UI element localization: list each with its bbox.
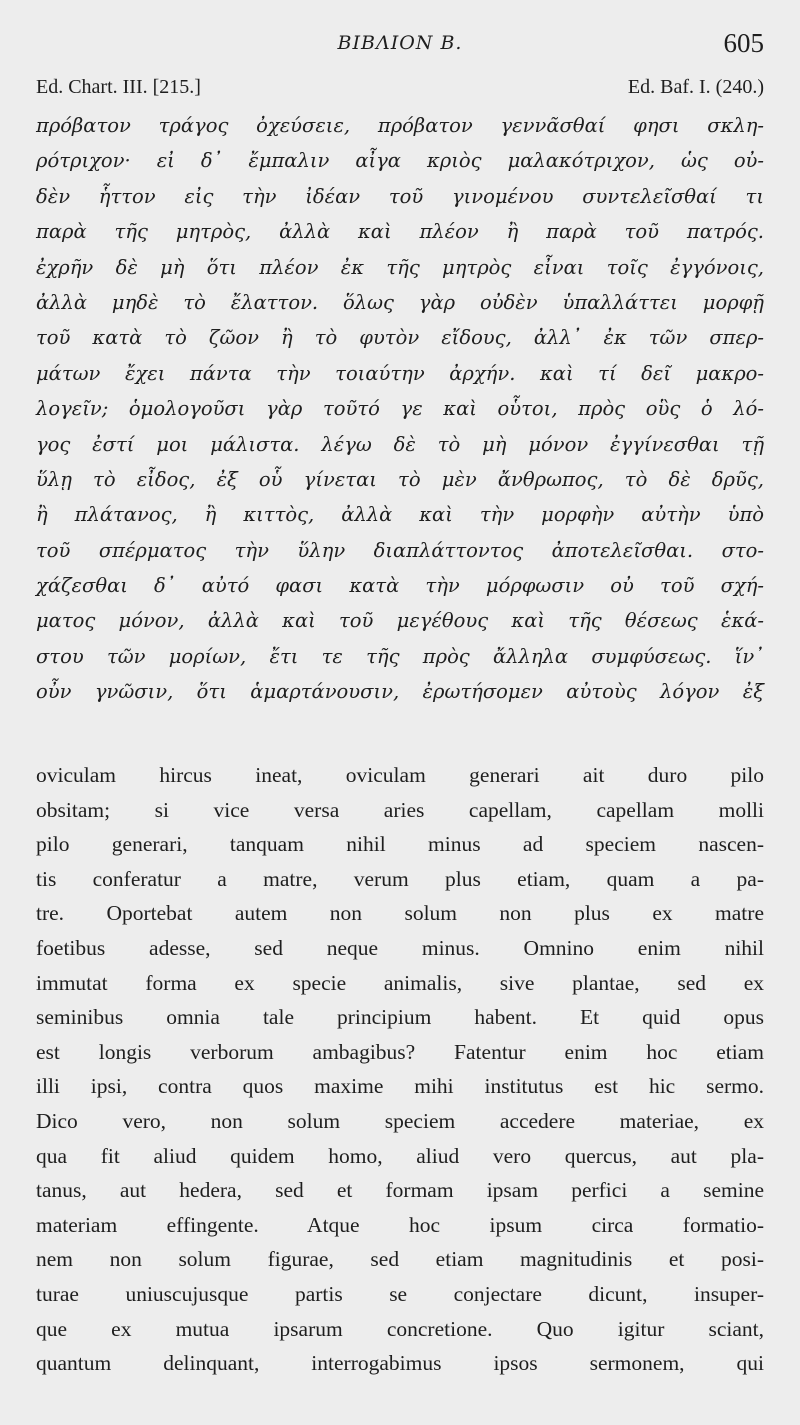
greek-text-line: ἢ πλάτανος, ἢ κιττὸς, ἀλλὰ καὶ τὴν μορφὴν αὐτὴν ὑπὸ <box>36 503 764 527</box>
latin-text-line: tanus, aut hedera, sed et formam ipsam perfici a semine <box>36 1178 764 1203</box>
latin-text-line: oviculam hircus ineat, oviculam generari ait duro pilo <box>36 763 764 787</box>
greek-text-line: τοῦ κατὰ τὸ ζῶον ἢ τὸ φυτὸν εἴδους, ἀλλ᾽ ἐκ τῶν σπερ- <box>36 326 764 350</box>
greek-text-line: στου τῶν μορίων, ἔτι τε τῆς πρὸς ἄλληλα συμφύσεως. ἵν᾽ <box>36 644 764 668</box>
latin-text-line: tre. Oportebat autem non solum non plus ex matre <box>36 901 764 926</box>
latin-text-line: que ex mutua ipsarum concretione. Quo igitur sciant, <box>36 1316 764 1341</box>
page-header <box>36 28 764 62</box>
greek-text-line: ματος μόνον, ἀλλὰ καὶ τοῦ μεγέθους καὶ τῆς θέσεως ἑκά- <box>36 609 764 633</box>
greek-text-line: μάτων ἔχει πάντα τὴν τοιαύτην ἀρχήν. καὶ τί δεῖ μακρο- <box>36 361 764 385</box>
latin-text-line: turae uniuscujusque partis se conjectare dicunt, insuper- <box>36 1281 764 1306</box>
greek-text-line: τοῦ σπέρματος τὴν ὕλην διαπλάττοντος ἀποτελεῖσθαι. στο- <box>36 538 764 562</box>
latin-text-line: obsitam; si vice versa aries capellam, capellam molli <box>36 797 764 822</box>
greek-text-line: ὕλῃ τὸ εἶδος, ἐξ οὗ γίνεται τὸ μὲν ἄνθρωπος, τὸ δὲ δρῦς, <box>36 467 764 491</box>
latin-text-line: Dico vero, non solum speciem accedere materiae, ex <box>36 1108 764 1133</box>
edition-basel-ref: Ed. Baf. I. (240.) <box>627 76 764 98</box>
latin-text-line: immutat forma ex specie animalis, sive plantae, sed ex <box>36 970 764 995</box>
latin-text-line: nem non solum figurae, sed etiam magnitudinis et posi- <box>36 1247 764 1272</box>
greek-text-line: ἀλλὰ μηδὲ τὸ ἔλαττον. ὅλως γὰρ οὐδὲν ὑπαλλάττει μορφῇ <box>36 290 764 314</box>
latin-text-line: pilo generari, tanquam nihil minus ad speciem nascen- <box>36 832 764 857</box>
greek-text-line: ἐχρῆν δὲ μὴ ὅτι πλέον ἐκ τῆς μητρὸς εἶναι τοῖς ἐγγόνοις, <box>36 255 764 279</box>
latin-text-block <box>36 758 764 1381</box>
latin-text-line: tis conferatur a matre, verum plus etiam, quam a pa- <box>36 866 764 891</box>
latin-text-line: seminibus omnia tale principium habent. Et quid opus <box>36 1005 764 1030</box>
greek-text-line: οὖν γνῶσιν, ὅτι ἁμαρτάνουσιν, ἐρωτήσομεν αὐτοὺς λόγον ἐξ <box>36 680 764 704</box>
edition-chartier-ref: Ed. Chart. III. [215.] <box>36 76 201 98</box>
latin-text-line: materiam effingente. Atque hoc ipsum circa formatio- <box>36 1212 764 1237</box>
greek-text-line: ρότριχον· εἰ δ᾽ ἔμπαλιν αἶγα κριὸς μαλακότριχον, ὡς οὐ- <box>36 149 764 173</box>
latin-text-line: est longis verborum ambagibus? Fatentur enim hoc etiam <box>36 1039 764 1064</box>
latin-text-line: qua fit aliud quidem homo, aliud vero quercus, aut pla- <box>36 1143 764 1168</box>
edition-references <box>36 76 764 102</box>
latin-text-line: quantum delinquant, interrogabimus ipsos sermonem, qui <box>36 1351 764 1376</box>
greek-text-line: γος ἐστί μοι μάλιστα. λέγω δὲ τὸ μὴ μόνον ἐγγίνεσθαι τῇ <box>36 432 764 456</box>
greek-text-line: δὲν ἧττον εἰς τὴν ἰδέαν τοῦ γινομένου συντελεῖσθαί τι <box>36 184 764 208</box>
greek-text-line: λογεῖν; ὁμολογοῦσι γὰρ τοῦτό γε καὶ οὗτοι, πρὸς οὓς ὁ λό- <box>36 397 764 421</box>
latin-text-line: illi ipsi, contra quos maxime mihi institutus est hic sermo. <box>36 1074 764 1099</box>
latin-text-line: foetibus adesse, sed neque minus. Omnino enim nihil <box>36 935 764 960</box>
greek-text-line: παρὰ τῆς μητρὸς, ἀλλὰ καὶ πλέον ἢ παρὰ τοῦ πατρός. <box>36 220 764 244</box>
greek-text-line: χάζεσθαι δ᾽ αὐτό φασι κατὰ τὴν μόρφωσιν οὐ τοῦ σχή- <box>36 574 764 598</box>
greek-text-block <box>36 108 764 710</box>
greek-text-line: πρόβατον τράγος ὀχεύσειε, πρόβατον γεννᾶσθαί φησι σκλη- <box>36 114 764 137</box>
running-title: ΒΙΒΛΙΟΝ Β. <box>337 32 463 54</box>
page-number: 605 <box>723 28 764 58</box>
